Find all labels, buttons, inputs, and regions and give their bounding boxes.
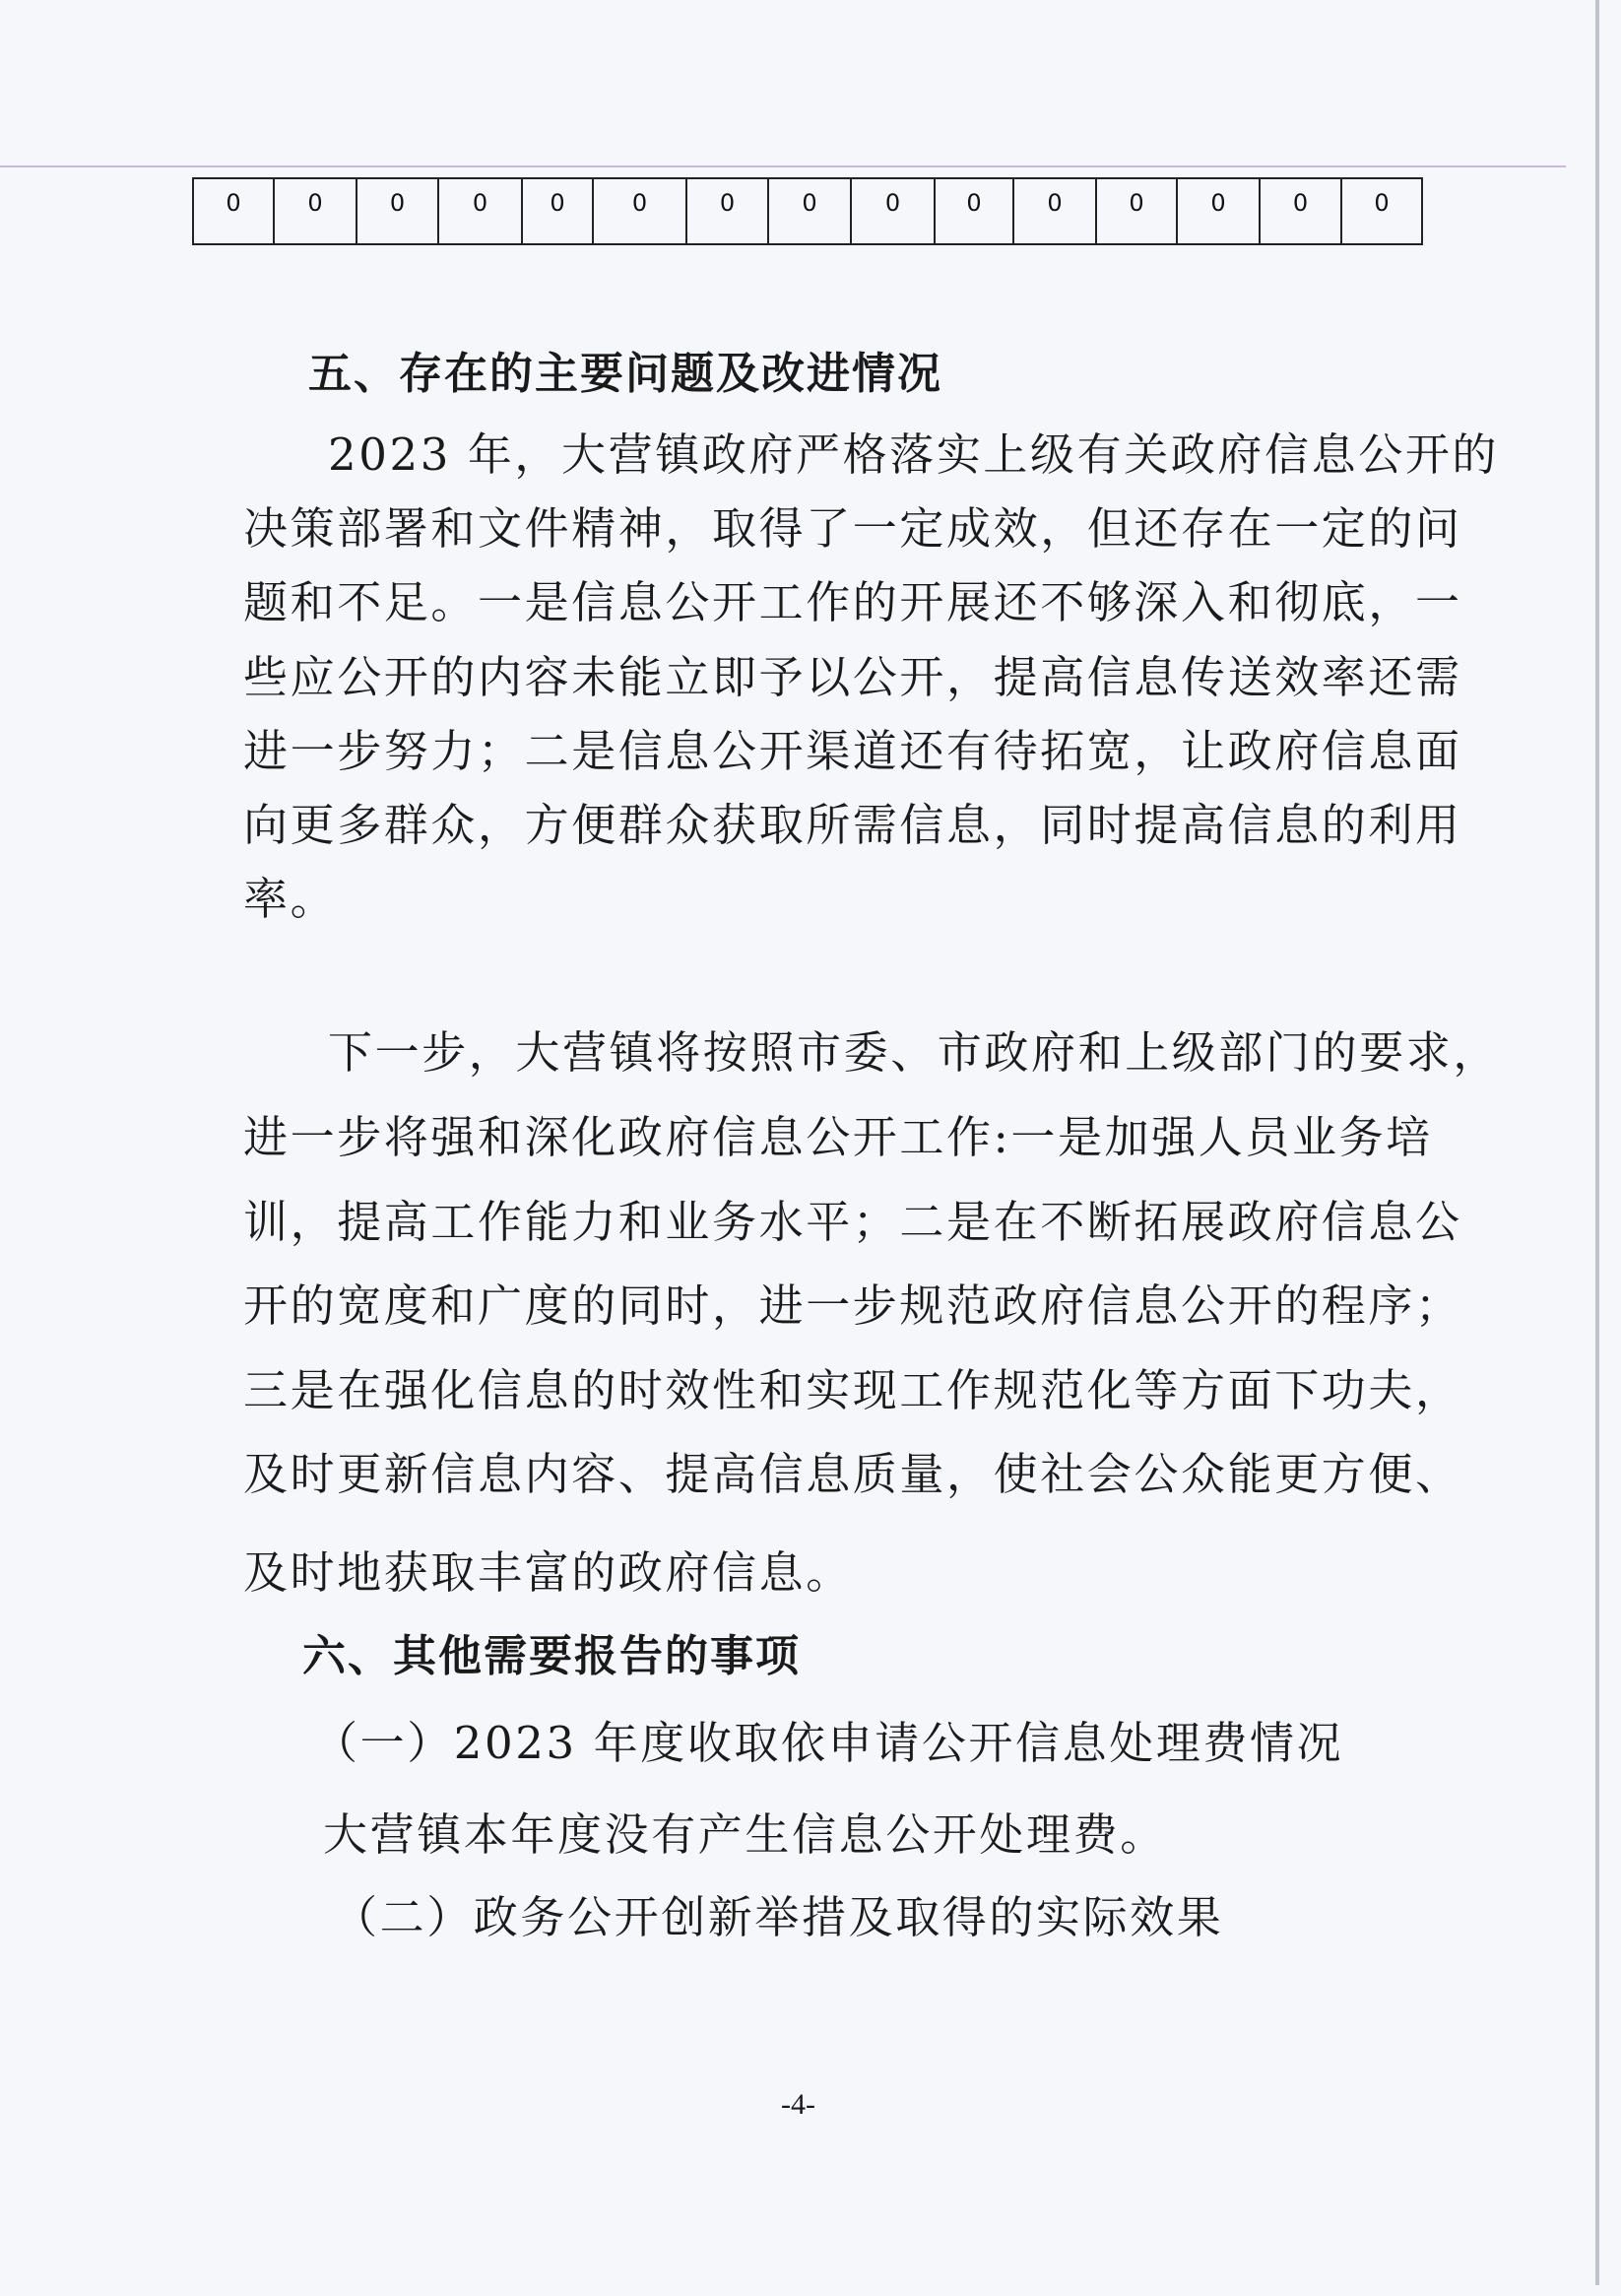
paragraph-line: 率。 — [243, 873, 338, 925]
paragraph-line: 及时地获取丰富的政府信息。 — [243, 1546, 853, 1599]
paragraph-line: 下一步，大营镇将按照市委、市政府和上级部门的要求， — [328, 1026, 1501, 1079]
paragraph-line: 决策部署和文件精神，取得了一定成效，但还存在一定的问 — [243, 502, 1462, 555]
paragraph-line: 三是在强化信息的时效性和实现工作规范化等方面下功夫， — [243, 1364, 1462, 1416]
table-cell: 0 — [768, 178, 851, 244]
table-cell: 0 — [1341, 178, 1422, 244]
table-cell: 0 — [438, 178, 522, 244]
table-cell: 0 — [935, 178, 1013, 244]
page-number: -4- — [781, 2088, 815, 2121]
paragraph-line: 进一步将强和深化政府信息公开工作:一是加强人员业务培 — [243, 1111, 1433, 1163]
paragraph-line: 开的宽度和广度的同时，进一步规范政府信息公开的程序； — [243, 1279, 1462, 1332]
table-cell: 0 — [686, 178, 768, 244]
table-cell: 0 — [193, 178, 274, 244]
table-cell: 0 — [1096, 178, 1177, 244]
statistics-table-row — [192, 177, 1423, 245]
section-6-heading: 六、其他需要报告的事项 — [302, 1631, 801, 1681]
section-5-heading: 五、存在的主要问题及改进情况 — [308, 349, 942, 399]
paragraph-line: 进一步努力；二是信息公开渠道还有待拓宽，让政府信息面 — [243, 725, 1462, 777]
paragraph-line: 训，提高工作能力和业务水平；二是在不断拓展政府信息公 — [243, 1196, 1462, 1248]
subsection-1-heading: （一）2023 年度收取依申请公开信息处理费情况 — [313, 1717, 1344, 1769]
table-cell: 0 — [357, 178, 438, 244]
table-cell: 0 — [1177, 178, 1260, 244]
table-cell: 0 — [593, 178, 686, 244]
table-cell: 0 — [851, 178, 935, 244]
subsection-1-body: 大营镇本年度没有产生信息公开处理费。 — [323, 1808, 1167, 1861]
paragraph-line: 向更多群众，方便群众获取所需信息，同时提高信息的利用 — [243, 799, 1462, 851]
table-cell: 0 — [1013, 178, 1096, 244]
paragraph-line: 及时更新信息内容、提高信息质量，使社会公众能更方便、 — [243, 1448, 1462, 1500]
paragraph-line: 些应公开的内容未能立即予以公开，提高信息传送效率还需 — [243, 651, 1462, 703]
paragraph-line: 2023 年，大营镇政府严格落实上级有关政府信息公开的 — [328, 428, 1500, 481]
page-edge-line — [1595, 0, 1599, 2285]
paragraph-line: 题和不足。一是信息公开工作的开展还不够深入和彻底，一 — [243, 576, 1462, 628]
subsection-2-heading: （二）政务公开创新举措及取得的实际效果 — [333, 1891, 1224, 1943]
table-cell: 0 — [522, 178, 593, 244]
table-cell: 0 — [1260, 178, 1341, 244]
header-rule — [0, 165, 1566, 167]
table-cell: 0 — [274, 178, 357, 244]
